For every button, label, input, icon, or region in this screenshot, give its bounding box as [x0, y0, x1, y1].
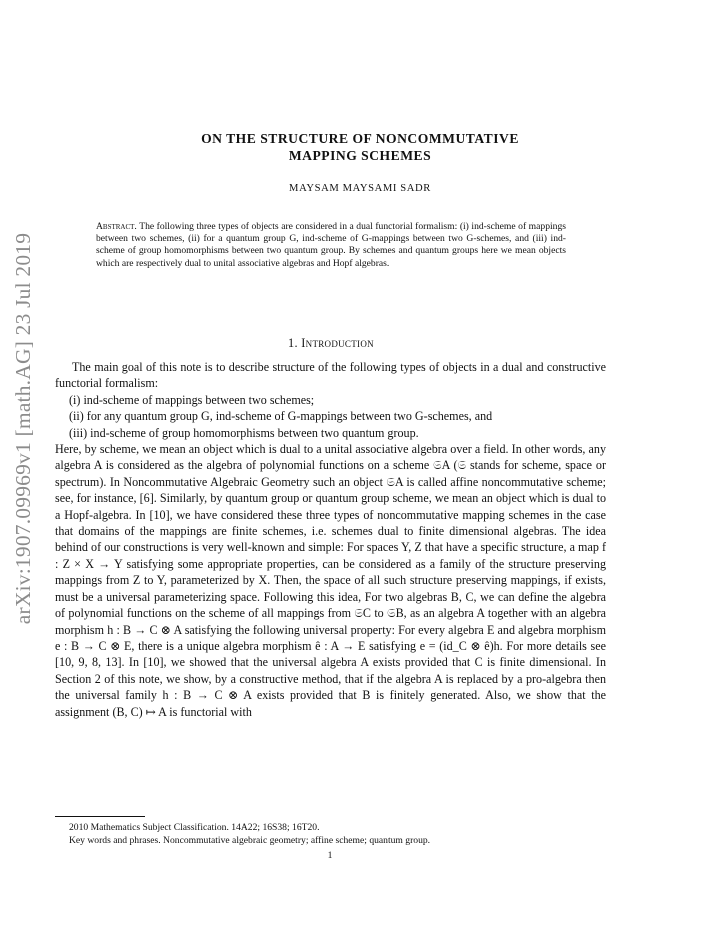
abstract — [96, 221, 566, 270]
footnotes — [69, 821, 609, 847]
page-number: 1 — [327, 850, 333, 861]
arxiv-identifier-text: arXiv:1907.09969v1 [math.AG] 23 Jul 2019 — [11, 232, 36, 624]
abstract-text: The following three types of objects are considered in a dual functorial formalism: (i) ind-scheme of mappings between two schemes, (ii) for a quantum group G, ind-scheme of G-mappings between two G-schemes, and (iii) ind-scheme of group homomorphisms between two quantum group. By schemes and quantum groups here we mean objects which are respectively dual to unital associative algebras and Hopf algebras. — [96, 221, 566, 269]
author-name: MAYSAM MAYSAMI SADR — [289, 183, 431, 194]
paper-title — [0, 130, 720, 164]
list-item: (iii) ind-scheme of group homomorphisms between two quantum group. — [69, 425, 419, 440]
footnote-keywords: Key words and phrases. Noncommutative algebraic geometry; affine scheme; quantum group. — [69, 835, 431, 847]
paper-title-line-2: MAPPING SCHEMES — [288, 148, 432, 163]
footnote-msc: 2010 Mathematics Subject Classification. 14A22; 16S38; 16T20. — [69, 822, 320, 833]
list-item: (i) ind-scheme of mappings between two schemes; — [69, 392, 315, 407]
object-types-list — [55, 392, 606, 441]
abstract-label: Abstract. — [96, 221, 137, 232]
paper-title-line-1: ON THE STRUCTURE OF NONCOMMUTATIVE — [201, 131, 519, 146]
footnote-rule — [55, 816, 145, 817]
intro-paragraph-2: Here, by scheme, we mean an object which is dual to a unital associative algebra over a field. In other words, any algebra A is considered as the algebra of polynomial functions on a scheme 𝔖A (𝔖 stands for scheme, space or spectrum). In Noncommutative Algebraic Geometry such an object 𝔖A is called affine noncommutative scheme; see, for instance, [6]. Similarly, by quantum group or quantum group scheme, we mean an object which is dual to a Hopf-algebra. In [10], we have considered these three types of noncommutative mapping schemes in the case that domains of the mappings are finite schemes, i.e. schemes dual to finite dimensional algebras. The idea behind of our constructions is very well-known and simple: For spaces Y, Z that have a specific structure, a map f : Z × X → Y satisfying some appropriate properties, can be considered as a family of the structure preserving mappings from Z to Y, parameterized by X. Then, the space of all such structure preserving mappings, if exists, must be a universal parameterizing space. Following this idea, For two algebras B, C, we can define the algebra of polynomial functions on the scheme of all mappings from 𝔖C to 𝔖B, as an algebra A together with an algebra morphism h : B → C ⊗ A satisfying the following universal property: For every algebra E and algebra morphism e : B → C ⊗ E, there is a unique algebra morphism ê : A → E satisfying e = (id_C ⊗ ê)h. For more details see [10, 9, 8, 13]. In [10], we showed that the universal algebra A exists provided that C is finite dimensional. In Section 2 of this note, we show, by a constructive method, that if the algebra A is replaced by a pro-algebra then the universal family h : B → C ⊗ A exists provided that B is finitely generated. Also, we show that the assignment (B, C) ↦ A is functorial with — [55, 442, 606, 719]
body-text — [55, 359, 606, 720]
list-item: (ii) for any quantum group G, ind-scheme of G-mappings between two G-schemes, and — [69, 409, 493, 424]
intro-paragraph-1: The main goal of this note is to describe structure of the following types of objects in a dual and constructive functorial formalism: — [55, 360, 606, 391]
arxiv-identifier — [7, 212, 41, 644]
section-heading: 1. Introduction — [288, 336, 374, 350]
